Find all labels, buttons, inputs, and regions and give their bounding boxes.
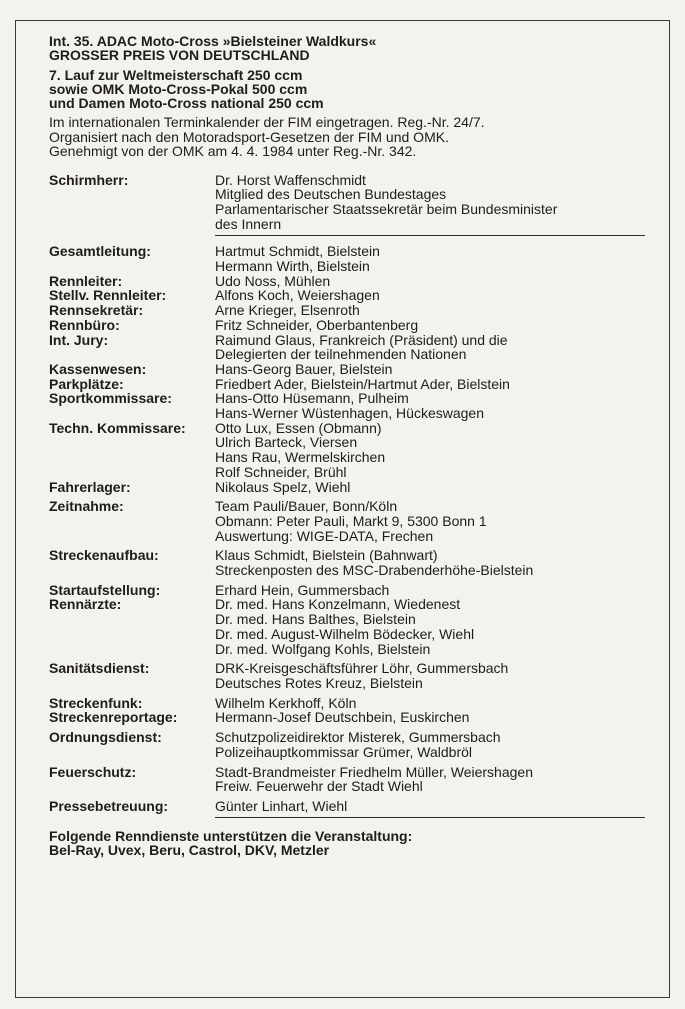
official-row [49,794,645,817]
holder-line: Hans-Werner Wüstenhagen, Hückeswagen [215,405,484,422]
official-row [49,421,645,480]
officials-table [49,173,645,818]
holder-line: Arne Krieger, Elsenroth [215,302,360,319]
role-label: Int. Jury: [49,331,109,348]
role-holders [215,494,645,543]
holder-line: Hartmut Schmidt, Bielstein [215,243,380,260]
holder-line: Stadt-Brandmeister Friedhelm Müller, Weiershagen [215,763,533,780]
role-holders [215,725,645,759]
official-row [49,597,645,656]
role-holders [215,391,645,420]
official-row [49,318,645,333]
role-label: Rennsekretär: [49,302,144,319]
role-holders [215,318,645,333]
role-label: Sportkommissare: [49,390,172,407]
role-holders [215,597,645,656]
official-row [49,362,645,377]
holder-line: Wilhelm Kerkhoff, Köln [215,694,357,711]
holder-line: Dr. med. August-Wilhelm Bödecker, Wiehl [215,625,475,642]
official-row [49,377,645,392]
role-holders [215,421,645,480]
role-label: Schirmherr: [49,171,129,188]
holder-line: Auswertung: WIGE-DATA, Frechen [215,527,434,544]
holder-line: Dr. med. Hans Balthes, Bielstein [215,611,416,628]
role-holders [215,710,645,725]
holder-line: Rolf Schneider, Brühl [215,463,347,480]
official-row [49,578,645,598]
official-row [49,760,645,794]
holder-line: Günter Linhart, Wiehl [215,797,348,814]
role-label: Pressebetreuung: [49,797,169,814]
official-row [49,236,645,274]
holder-line: Freiw. Feuerwehr der Stadt Wiehl [215,778,423,795]
official-row [49,333,645,362]
role-label: Stellv. Rennleiter: [49,287,167,304]
official-row [49,543,645,577]
holder-line: Schutzpolizeidirektor Misterek, Gummersbach [215,729,501,746]
official-row [49,494,645,543]
role-holders [215,691,645,711]
holder-line: Streckenposten des MSC-Drabenderhöhe-Bielstein [215,562,534,579]
role-label: Zeitnahme: [49,498,124,515]
role-holders [215,760,645,794]
holder-line: Team Pauli/Bauer, Bonn/Köln [215,498,398,515]
role-label: Feuerschutz: [49,763,137,780]
official-row [49,288,645,303]
official-row [49,173,645,236]
role-label: Rennärzte: [49,596,122,613]
role-label: Gesamtleitung: [49,242,151,259]
holder-line: Hans-Georg Bauer, Bielstein [215,360,393,377]
role-label: Ordnungsdienst: [49,729,162,746]
holder-line: Ulrich Barteck, Viersen [215,434,358,451]
official-row [49,274,645,289]
holder-line: Dr. med. Wolfgang Kohls, Bielstein [215,640,431,657]
holder-line: Polizeihauptkommissar Grümer, Waldbröl [215,743,473,760]
official-row [49,656,645,690]
holder-line: Hans Rau, Wermelskirchen [215,449,386,466]
role-holders [215,274,645,289]
event-subtitle-line2: sowie OMK Moto-Cross-Pokal 500 ccm [49,81,308,97]
holder-line: Delegierten der teilnehmenden Nationen [215,346,467,363]
holder-line: Mitglied des Deutschen Bundestages [215,186,447,203]
event-title-block [49,34,649,62]
role-holders [215,333,645,362]
event-subtitle-line1: 7. Lauf zur Weltmeisterschaft 250 ccm [49,67,303,83]
role-label: Streckenfunk: [49,694,143,711]
role-holders [215,288,645,303]
holder-line: Udo Noss, Mühlen [215,272,331,289]
event-subtitle-line3: und Damen Moto-Cross national 250 ccm [49,95,324,111]
holder-line: Hans-Otto Hüsemann, Pulheim [215,390,409,407]
official-row [49,391,645,420]
holder-line: Hermann-Josef Deutschbein, Euskirchen [215,709,470,726]
role-label: Startaufstellung: [49,581,161,598]
intro-line2: Organisiert nach den Motoradsport-Gesetzen der FIM und OMK. [49,128,449,145]
holder-line: Friedbert Ader, Bielstein/Hartmut Ader, Bielstein [215,375,510,392]
role-label: Fahrerlager: [49,478,131,495]
sponsors-intro: Folgende Renndienste unterstützen die Veranstaltung: [49,827,413,844]
document-content [49,34,649,858]
role-label: Kassenwesen: [49,360,147,377]
holder-line: Parlamentarischer Staatssekretär beim Bundesminister [215,200,558,217]
holder-line: Klaus Schmidt, Bielstein (Bahnwart) [215,547,438,564]
holder-line: Dr. Horst Waffenschmidt [215,171,366,188]
role-holders [215,173,645,236]
holder-line: Alfons Koch, Weiershagen [215,287,380,304]
official-row [49,725,645,759]
role-label: Rennbüro: [49,316,120,333]
role-holders [215,794,645,817]
official-row [49,710,645,725]
holder-line: Deutsches Rotes Kreuz, Bielstein [215,675,423,691]
role-label: Techn. Kommissare: [49,419,186,436]
event-subtitle-block [49,68,649,110]
holder-line: Hermann Wirth, Bielstein [215,258,370,275]
intro-line3: Genehmigt von der OMK am 4. 4. 1984 unter Reg.-Nr. 342. [49,143,417,159]
sponsors-list: Bel-Ray, Uvex, Beru, Castrol, DKV, Metzler [49,842,330,859]
holder-line: Fritz Schneider, Oberbantenberg [215,316,419,333]
holder-line: Obmann: Peter Pauli, Markt 9, 5300 Bonn 1 [215,512,487,529]
role-holders [215,362,645,377]
holder-line: Nikolaus Spelz, Wiehl [215,478,351,495]
holder-line: Dr. med. Hans Konzelmann, Wiedenest [215,596,461,613]
role-label: Rennleiter: [49,272,123,289]
role-label: Sanitätsdienst: [49,660,150,677]
role-holders [215,480,645,495]
holder-line: des Innern [215,215,282,232]
event-title-line1: Int. 35. ADAC Moto-Cross »Bielsteiner Waldkurs« [49,33,377,49]
official-row [49,480,645,495]
official-row [49,691,645,711]
intro-line1: Im internationalen Terminkalender der FIM eingetragen. Reg.-Nr. 24/7. [49,114,485,130]
role-label: Streckenaufbau: [49,547,159,564]
holder-line: DRK-Kreisgeschäftsführer Löhr, Gummersbach [215,660,509,677]
holder-line: Otto Lux, Essen (Obmann) [215,419,382,436]
official-row [49,303,645,318]
role-holders [215,543,645,577]
role-holders [215,656,645,690]
holder-line: Erhard Hein, Gummersbach [215,581,390,598]
role-holders [215,377,645,392]
role-holders [215,236,645,274]
role-label: Parkplätze: [49,375,124,392]
role-holders [215,578,645,598]
holder-line: Raimund Glaus, Frankreich (Präsident) und die [215,331,508,348]
intro-paragraph [49,115,649,159]
role-holders [215,303,645,318]
event-title-line2: GROSSER PREIS VON DEUTSCHLAND [49,47,310,63]
sponsors-block [49,829,649,858]
role-label: Streckenreportage: [49,709,178,726]
